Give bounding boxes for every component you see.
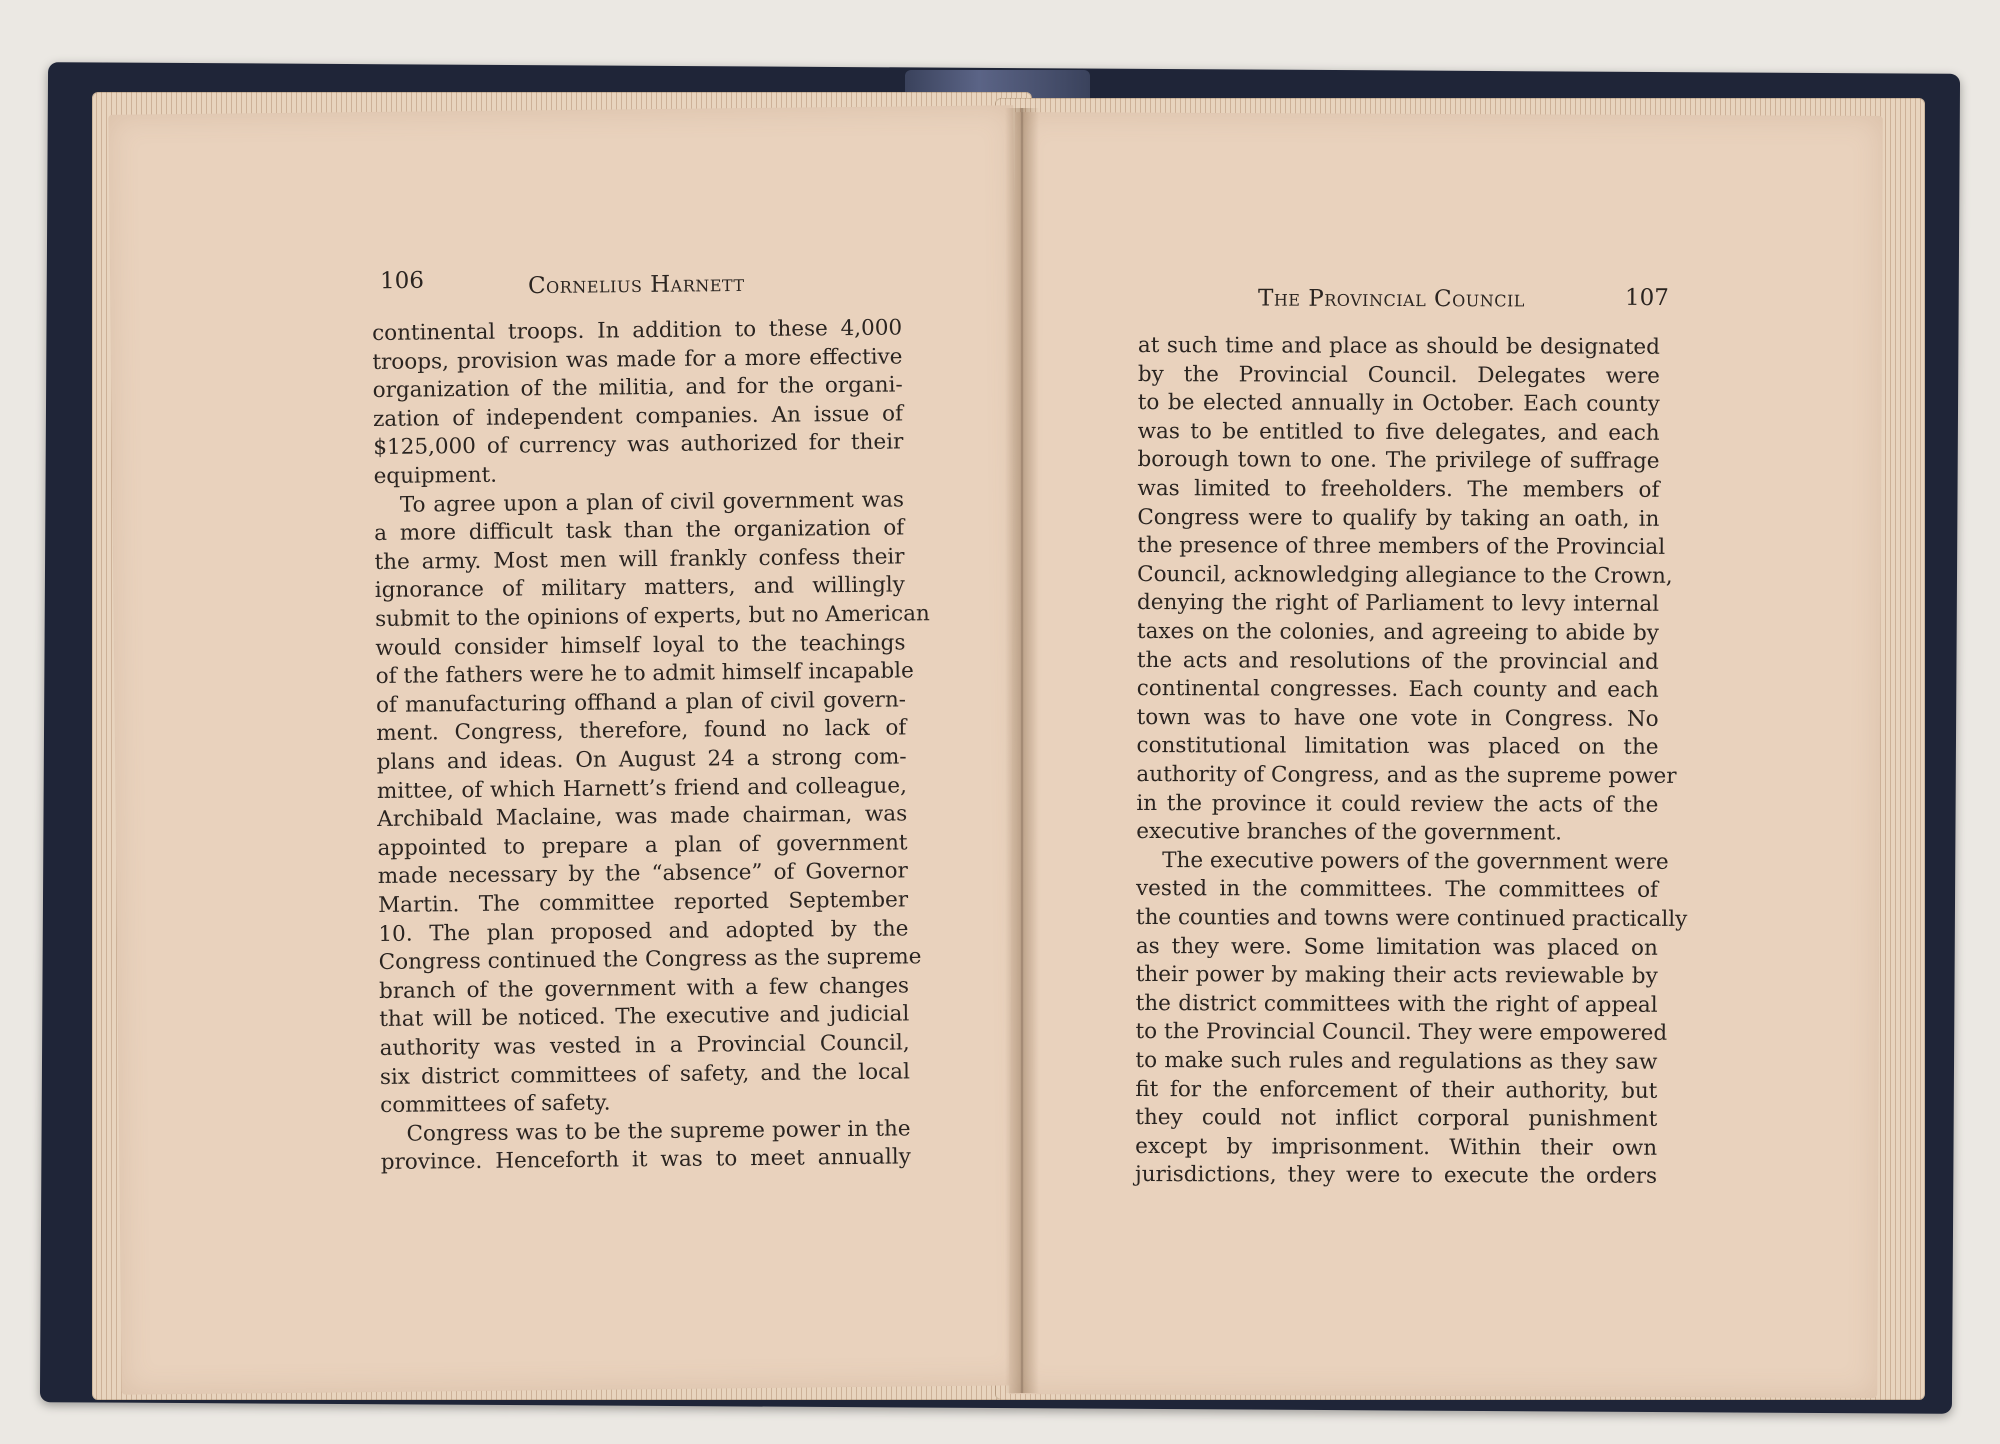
text-line: zation of independent companies. An issue of: [372, 401, 904, 432]
text-line: vested in the committees. The committees of: [1136, 876, 1659, 904]
text-line: borough town to one. The privilege of suffrage: [1137, 447, 1660, 475]
text-line: organization of the militia, and for the organi-: [372, 372, 903, 404]
text-line: taxes on the colonies, and agreeing to abide by: [1136, 618, 1659, 646]
text-line: of the fathers were he to admit himself incapable: [375, 658, 914, 690]
text-line: was limited to freeholders. The members of: [1137, 475, 1660, 503]
text-line: authority was vested in a Provincial Council,: [379, 1030, 910, 1061]
text-line: province. Henceforth it was to meet annually: [380, 1144, 911, 1176]
text-line: the acts and resolutions of the provincial and: [1136, 647, 1659, 675]
text-line: appointed to prepare a plan of government: [377, 830, 908, 861]
text-line: $125,000 of currency was authorized for their: [373, 429, 904, 461]
text-line: Archibald Maclaine, was made chairman, was: [377, 801, 908, 833]
text-line: they could not inflict corporal punishment: [1135, 1105, 1658, 1133]
text-line: constitutional limitation was placed on the: [1136, 733, 1659, 761]
text-line: continental troops. In addition to these 4,000: [372, 315, 903, 346]
left-running-head: Cornelius Harnett: [527, 270, 745, 300]
text-line: ment. Congress, therefore, found no lack of: [376, 715, 907, 747]
text-line: as they were. Some limitation was placed on: [1135, 933, 1658, 961]
right-page-number: 107: [1624, 284, 1669, 312]
text-line: a more difficult task than the organization of: [374, 515, 905, 547]
text-line: Congress was to be the supreme power in the: [406, 1116, 911, 1147]
text-line: jurisdictions, they were to execute the orders: [1135, 1162, 1658, 1190]
text-line: continental congresses. Each county and each: [1136, 676, 1659, 704]
text-line: the army. Most men will frankly confess their: [374, 544, 905, 575]
text-line: 10. The plan proposed and adopted by the: [378, 916, 909, 947]
text-line: committees of safety.: [380, 1090, 611, 1119]
text-line: Congress continued the Congress as the supreme: [378, 944, 922, 976]
text-line: the presence of three members of the Provincial: [1137, 533, 1666, 561]
text-line: made necessary by the “absence” of Governor: [377, 858, 908, 890]
text-line: the district committees with the right of appeal: [1135, 990, 1658, 1018]
text-line: Martin. The committee reported September: [378, 887, 909, 918]
text-line: authority of Congress, and as the supreme power: [1136, 761, 1677, 789]
text-line: to the Provincial Council. They were empowered: [1135, 1019, 1668, 1047]
text-line: by the Provincial Council. Delegates were: [1137, 361, 1660, 389]
text-line: except by imprisonment. Within their own: [1135, 1133, 1658, 1161]
text-line: to be elected annually in October. Each county: [1137, 390, 1660, 418]
text-line: the counties and towns were continued practically: [1135, 904, 1688, 932]
text-line: fit for the enforcement of their authority, but: [1135, 1076, 1658, 1104]
text-line: branch of the government with a few changes: [378, 973, 910, 1004]
text-line: was to be entitled to five delegates, and each: [1137, 418, 1660, 446]
text-line: to make such rules and regulations as they saw: [1135, 1047, 1658, 1075]
text-line: ignorance of military matters, and willingly: [374, 572, 905, 604]
text-line: mittee, of which Harnett’s friend and colleague,: [376, 773, 908, 804]
book-gutter: [1005, 108, 1039, 1393]
right-page-header: [1625, 285, 1669, 311]
text-line: equipment.: [373, 462, 498, 489]
text-line: troops, provision was made for a more effective: [372, 344, 903, 375]
text-line: six district committees of safety, and the local: [379, 1059, 911, 1090]
text-line: Congress were to qualify by taking an oath, in: [1137, 504, 1660, 532]
text-line: would consider himself loyal to the teachings: [375, 630, 906, 661]
text-line: at such time and place as should be designated: [1137, 333, 1660, 360]
left-page-number: 106: [379, 267, 425, 295]
text-line: denying the right of Parliament to levy internal: [1137, 590, 1660, 618]
text-line: in the province it could review the acts of the: [1136, 790, 1659, 818]
text-line: To agree upon a plan of civil government was: [399, 487, 905, 518]
left-page-header: [380, 268, 424, 294]
text-line: executive branches of the government.: [1136, 819, 1563, 846]
right-running-head: The Provincial Council: [1257, 285, 1526, 313]
text-line: of manufacturing offhand a plan of civil govern-: [375, 687, 907, 718]
text-line: Council, acknowledging allegiance to the Crown,: [1137, 561, 1673, 589]
text-line: that will be noticed. The executive and judicial: [379, 1001, 910, 1033]
text-line: their power by making their acts reviewable by: [1135, 962, 1658, 990]
text-line: The executive powers of the government were: [1162, 847, 1669, 875]
text-line: plans and ideas. On August 24 a strong com-: [376, 744, 907, 775]
text-line: submit to the opinions of experts, but no American: [375, 601, 930, 632]
text-line: town was to have one vote in Congress. No: [1136, 704, 1659, 732]
